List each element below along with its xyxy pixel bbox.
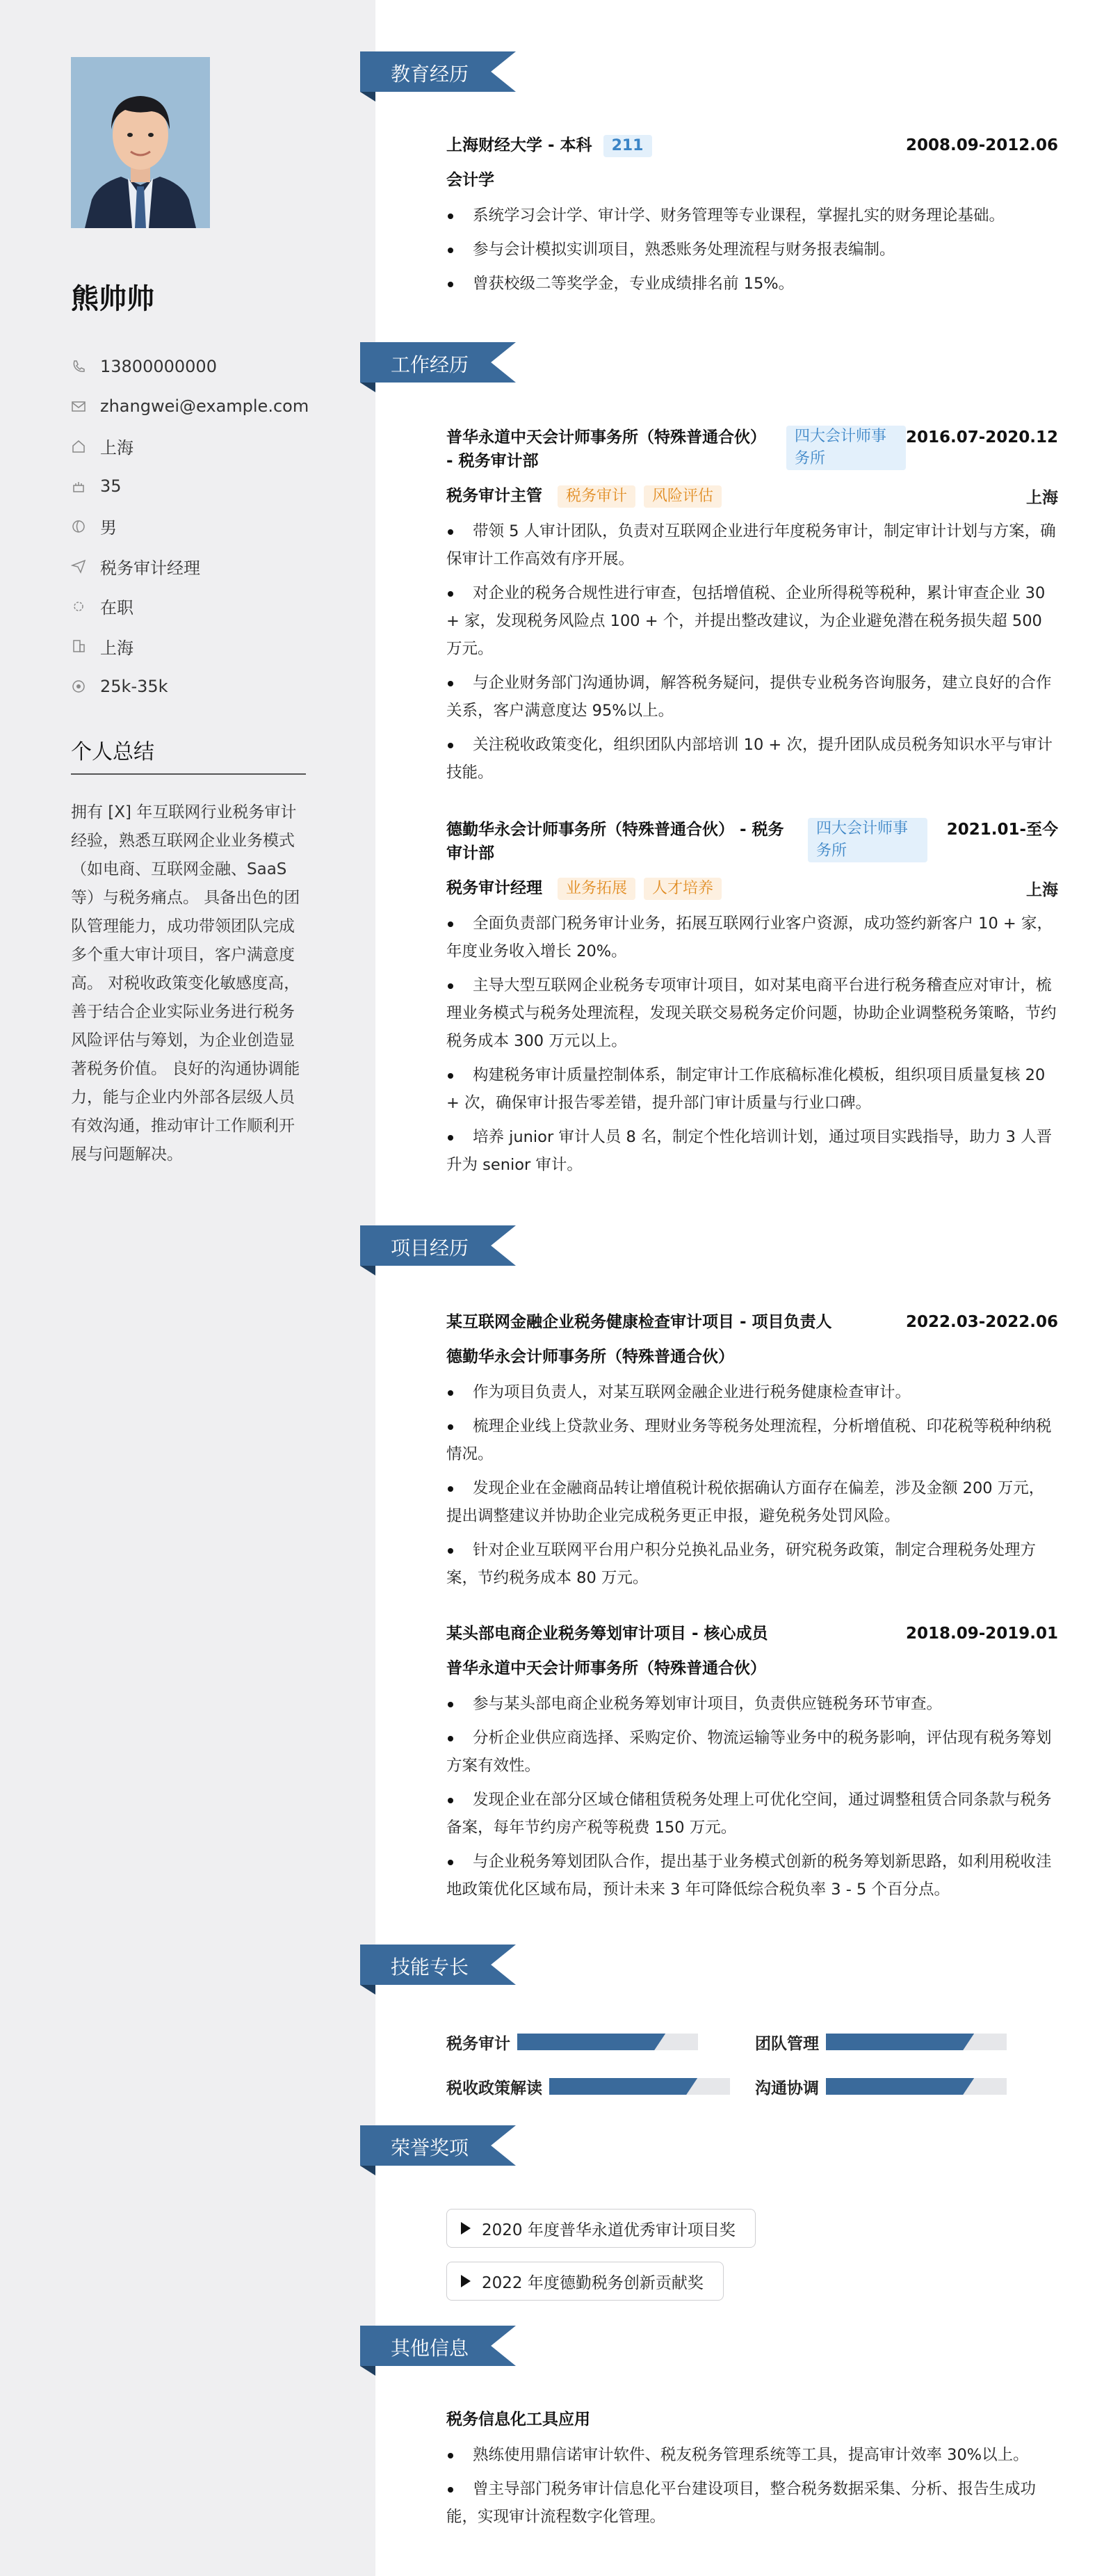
education-bullets — [446, 202, 1058, 298]
education-major: 会计学 — [446, 171, 494, 189]
list-item: 熟练使用鼎信诺审计软件、税友税务管理系统等工具，提高审计效率 30%以上。 — [446, 2441, 1058, 2469]
list-item: 与企业税务筹划团队合作，提出基于业务模式创新的税务筹划新思路，如利用税收洼地政策优化区域布局，预计未来 3 年可降低综合税负率 3 - 5 个百分点。 — [446, 1853, 1052, 1899]
project-1-org: 德勤华永会计师事务所（特殊普通合伙） — [446, 1348, 734, 1366]
contact-city — [71, 426, 307, 467]
section-awards — [360, 2125, 516, 2166]
work-1-date: 2016.07-2020.12 — [905, 428, 1058, 446]
skills-row-2 — [446, 2072, 1058, 2100]
education-block — [446, 134, 1058, 304]
education-date: 2008.09-2012.06 — [905, 136, 1058, 154]
section-education-title: 教育经历 — [391, 63, 469, 86]
work-2-company: 德勤华永会计师事务所（特殊普通合伙） - 税务审计部 — [446, 821, 784, 862]
contact-salary — [71, 666, 307, 707]
list-item: 构建税务审计质量控制体系，制定审计工作底稿标准化模板，组织项目质量复核 20 + 次，确保审计报告零差错，提升部门审计质量与行业口碑。 — [446, 1066, 1046, 1112]
project-1-title: 某互联网金融企业税务健康检查审计项目 - 项目负责人 — [446, 1313, 832, 1331]
work-2-bullets — [446, 910, 1058, 1179]
list-item: 系统学习会计学、审计学、财务管理等专业课程，掌握扎实的财务理论基础。 — [446, 202, 1058, 230]
contact-email-value: zhangwei@example.com — [100, 396, 309, 417]
project-2-org: 普华永道中天会计师事务所（特殊普通合伙） — [446, 1659, 766, 1677]
work-1-role-tag: 税务审计 — [558, 485, 635, 508]
sidebar — [0, 0, 375, 2576]
phone-icon — [71, 359, 86, 374]
work-block-2 — [446, 818, 1058, 1185]
building-icon — [71, 638, 86, 654]
gender-icon — [71, 519, 86, 534]
section-other-title: 其他信息 — [391, 2337, 469, 2360]
list-item: 曾主导部门税务审计信息化平台建设项目，整合税务数据采集、分析、报告生成功能，实现审计流程数字化管理。 — [446, 2480, 1037, 2526]
award-item — [446, 2262, 724, 2301]
skill-bar-fill — [517, 2034, 665, 2050]
skill-item — [446, 2028, 698, 2056]
contact-email — [71, 387, 307, 427]
skill-bar-fill — [826, 2034, 974, 2050]
skill-name: 沟通协调 — [755, 2079, 819, 2098]
summary-text: 拥有 [X] 年互联网行业税务审计经验，熟悉互联网企业业务模式（如电商、互联网金融、SaaS 等）与税务痛点。 具备出色的团队管理能力，成功带领团队完成多个重大审计项目，客户满意度高。 对税收政策变化敏感度高，善于结合企业实际业务进行税务风险评估与筹划，为企业创造显著税务价值。 良好的沟通协调能力，能与企业内外部各层级人员有效沟通，推动审计工作顺利开展与问题解决。 — [71, 803, 300, 1164]
skill-name: 税收政策解读 — [446, 2079, 542, 2098]
list-item: 关注税收政策变化，组织团队内部培训 10 + 次，提升团队成员税务知识水平与审计技能。 — [446, 736, 1053, 782]
section-projects-title: 项目经历 — [391, 1237, 469, 1259]
work-2-location: 上海 — [1026, 880, 1058, 899]
skill-bar — [826, 2078, 1007, 2095]
list-item: 梳理企业线上贷款业务、理财业务等税务处理流程，分析增值税、印花税等税种纳税情况。 — [446, 1417, 1052, 1463]
list-item: 全面负责部门税务审计业务，拓展互联网行业客户资源，成功签约新客户 10 + 家，年度业务收入增长 20%。 — [446, 915, 1053, 960]
section-work-title: 工作经历 — [391, 353, 469, 376]
person-portrait-icon — [71, 57, 210, 228]
skill-item — [755, 2072, 1007, 2100]
work-1-location: 上海 — [1026, 488, 1058, 507]
project-2-title: 某头部电商企业税务筹划审计项目 - 核心成员 — [446, 1625, 768, 1643]
list-item: 主导大型互联网企业税务专项审计项目，如对某电商平台进行税务稽查应对审计，梳理业务模式与税务处理流程，发现关联交易税务定价问题，协助企业调整税务策略，节约税务成本 300 万元以上。 — [446, 976, 1057, 1050]
work-2-role-tag: 业务拓展 — [558, 878, 635, 900]
contact-age-value: 35 — [100, 476, 122, 497]
skill-bar-fill — [826, 2078, 974, 2095]
status-icon — [71, 599, 86, 614]
section-education — [360, 51, 516, 92]
contact-status-value: 在职 — [100, 598, 133, 618]
contact-gender-value: 男 — [100, 518, 117, 538]
list-item: 针对企业互联网平台用户积分兑换礼品业务，研究税务政策，制定合理税务处理方案，节约税务成本 80 万元。 — [446, 1541, 1037, 1587]
contact-list — [71, 346, 307, 707]
list-item: 带领 5 人审计团队，负责对互联网企业进行年度税务审计，制定审计计划与方案，确保审计工作高效有序开展。 — [446, 522, 1056, 568]
list-item: 对企业的税务合规性进行审查，包括增值税、企业所得税等税种，累计审查企业 30 + 家，发现税务风险点 100 + 个，并提出整改建议，为企业避免潜在税务损失超 500 万元。 — [446, 584, 1046, 658]
work-1-bullets — [446, 517, 1058, 787]
profile-photo — [71, 57, 210, 228]
project-block-2 — [446, 1622, 1058, 1910]
project-2-date: 2018.09-2019.01 — [905, 1625, 1058, 1643]
award-text: 2022 年度德勤税务创新贡献奖 — [482, 2273, 704, 2292]
list-item: 分析企业供应商选择、采购定价、物流运输等业务中的税务影响，评估现有税务筹划方案有效性。 — [446, 1729, 1052, 1775]
project-1-bullets — [446, 1378, 1058, 1592]
summary-title: 个人总结 — [71, 740, 154, 764]
education-tag: 211 — [603, 135, 652, 157]
contact-title-value: 税务审计经理 — [100, 558, 200, 578]
skill-bar — [826, 2034, 1007, 2050]
section-work — [360, 342, 516, 383]
project-1-date: 2022.03-2022.06 — [905, 1313, 1058, 1331]
award-item — [446, 2209, 756, 2248]
work-1-role-tag: 风险评估 — [644, 485, 722, 508]
work-1-company: 普华永道中天会计师事务所（特殊普通合伙） - 税务审计部 — [446, 428, 766, 470]
list-item: 发现企业在部分区域仓储租赁税务处理上可优化空间，通过调整租赁合同条款与税务备案，每年节约房产税等税费 150 万元。 — [446, 1791, 1052, 1837]
mail-icon — [71, 399, 86, 414]
send-icon — [71, 558, 86, 574]
section-awards-title: 荣誉奖项 — [391, 2136, 469, 2159]
list-item: 曾获校级二等奖学金，专业成绩排名前 15%。 — [446, 270, 1058, 298]
home-icon — [71, 439, 86, 454]
work-2-role: 税务审计经理 — [446, 879, 542, 897]
section-projects — [360, 1225, 516, 1266]
skill-bar — [517, 2034, 698, 2050]
contact-location-value: 上海 — [100, 638, 133, 658]
project-block-1 — [446, 1310, 1058, 1598]
skill-item — [446, 2072, 730, 2100]
skill-item — [755, 2028, 1007, 2056]
other-bullets — [446, 2441, 1058, 2531]
profile-name: 熊帅帅 — [71, 283, 154, 315]
age-icon — [71, 478, 86, 494]
section-skills-title: 技能专长 — [391, 1956, 469, 1979]
list-item: 作为项目负责人，对某互联网金融企业进行税务健康检查审计。 — [446, 1378, 1058, 1406]
section-other — [360, 2326, 516, 2366]
work-1-role: 税务审计主管 — [446, 487, 542, 505]
work-2-date: 2021.01-至今 — [946, 821, 1058, 839]
play-arrow-icon — [461, 2222, 471, 2235]
contact-gender — [71, 506, 307, 547]
salary-icon — [71, 679, 86, 694]
skill-bar-fill — [549, 2078, 697, 2095]
skill-bar — [549, 2078, 730, 2095]
education-school: 上海财经大学 - 本科 — [446, 136, 592, 154]
contact-title — [71, 547, 307, 587]
play-arrow-icon — [461, 2275, 471, 2287]
work-1-tag: 四大会计师事务所 — [786, 426, 906, 470]
summary-divider — [71, 773, 306, 775]
list-item: 培养 junior 审计人员 8 名，制定个性化培训计划，通过项目实践指导，助力 3 人晋升为 senior 审计。 — [446, 1128, 1053, 1174]
other-block — [446, 2408, 1058, 2537]
contact-phone — [71, 346, 307, 387]
contact-salary-value: 25k-35k — [100, 676, 168, 696]
contact-age — [71, 467, 307, 507]
contact-status — [71, 586, 307, 627]
work-2-tag: 四大会计师事务所 — [808, 818, 927, 862]
contact-location — [71, 627, 307, 667]
contact-phone-value: 13800000000 — [100, 356, 217, 376]
contact-city-value: 上海 — [100, 438, 133, 458]
work-2-role-tag: 人才培养 — [644, 878, 722, 900]
project-2-bullets — [446, 1690, 1058, 1903]
work-block-1 — [446, 426, 1058, 793]
other-title: 税务信息化工具应用 — [446, 2410, 590, 2429]
skills-row-1 — [446, 2028, 1058, 2056]
list-item: 参与某头部电商企业税务筹划审计项目，负责供应链税务环节审查。 — [446, 1690, 1058, 1718]
list-item: 发现企业在金融商品转让增值税计税依据确认方面存在偏差，涉及金额 200 万元，提出调整建议并协助企业完成税务更正申报，避免税务处罚风险。 — [446, 1479, 1045, 1525]
section-skills — [360, 1945, 516, 1985]
list-item: 与企业财务部门沟通协调，解答税务疑问，提供专业税务咨询服务，建立良好的合作关系，客户满意度达 95%以上。 — [446, 674, 1052, 720]
list-item: 参与会计模拟实训项目，熟悉账务处理流程与财务报表编制。 — [446, 236, 1058, 264]
skill-name: 团队管理 — [755, 2034, 819, 2053]
skill-name: 税务审计 — [446, 2034, 510, 2053]
award-text: 2020 年度普华永道优秀审计项目奖 — [482, 2221, 736, 2239]
